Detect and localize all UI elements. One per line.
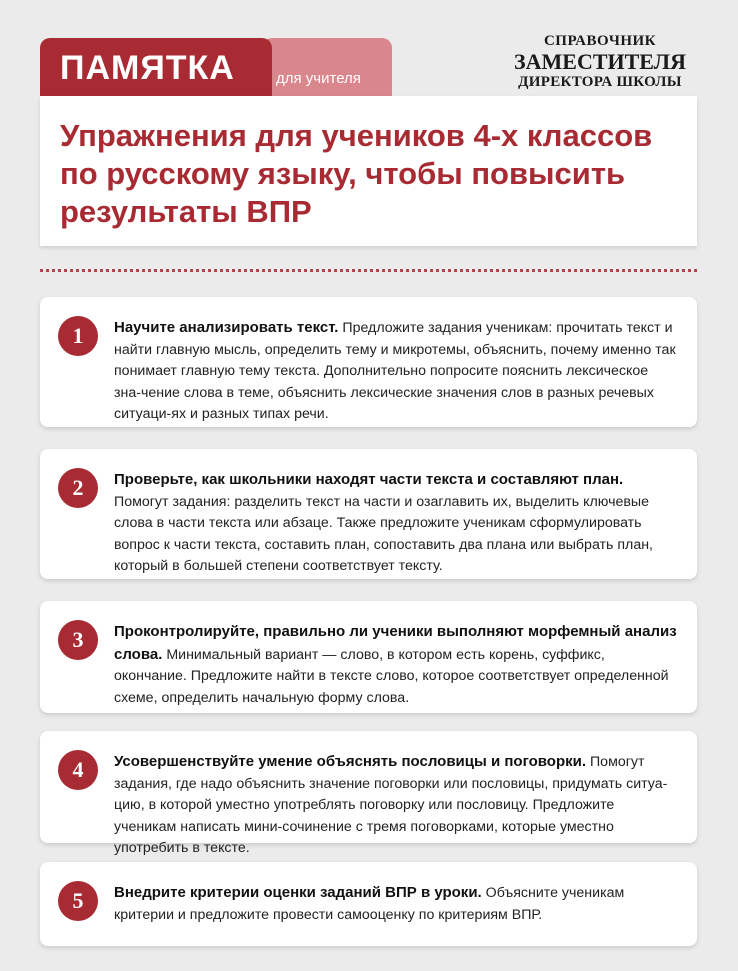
tip-body: Минимальный вариант — слово, в котором есть корень, суффикс, окончание. Предложите найти в тексте слово, которое соответствует определенной схеме, определить начальную форму слова.	[114, 646, 669, 706]
memo-tab	[40, 38, 272, 98]
tip-heading: Проконтролируйте, правильно ли ученики выполняют морфемный анализ слова.	[114, 623, 677, 663]
tip-text	[114, 621, 679, 709]
tip-heading: Проверьте, как школьники находят части текста и составляют план.	[114, 471, 624, 488]
tip-heading: Научите анализировать текст.	[114, 319, 339, 336]
tip-card-4	[40, 731, 697, 856]
brand-line-2: ЗАМЕСТИТЕЛЯ	[514, 49, 686, 74]
tip-text	[114, 882, 679, 926]
tip-text	[114, 317, 679, 426]
subtitle-tab-label: для учителя	[276, 70, 361, 87]
tip-card-2	[40, 449, 697, 579]
tip-body: Объясните ученикам критерии и предложите провести самооценку по критериям ВПР.	[114, 885, 625, 923]
number-badge: 2	[58, 468, 98, 508]
brand-line-3: ДИРЕКТОРА ШКОЛЫ	[518, 74, 682, 90]
tip-heading: Усовершенствуйте умение объяснять пословицы и поговорки.	[114, 753, 587, 770]
number-badge: 3	[58, 620, 98, 660]
tip-heading: Внедрите критерии оценки заданий ВПР в уроки.	[114, 884, 482, 901]
dotted-divider	[40, 269, 697, 272]
number-badge: 5	[58, 881, 98, 921]
memo-tab-label: ПАМЯТКА	[60, 49, 235, 87]
publication-logo	[500, 34, 700, 90]
title-box	[40, 96, 697, 246]
tip-text	[114, 469, 679, 578]
tip-body: Предложите задания ученикам: прочитать текст и найти главную мысль, определить тему и микротемы, объяснить, почему именно так понимает главную тему текста. Дополнительно попросите пояснить лексическое зна-чение слова в теме, объяснить лексические значения слов в разных речевых ситуаци-ях и разных типах речи.	[114, 320, 676, 422]
tip-card-1	[40, 297, 697, 427]
tip-body: Помогут задания: разделить текст на части и озаглавить их, выделить ключевые слова в части текста или абзаце. Также предложите ученикам сформулировать вопрос к части текста, составить план, сопоставить два плана или выбрать план, который в большей степени соответствует тексту.	[114, 493, 653, 574]
subtitle-tab	[262, 38, 392, 96]
number-badge: 4	[58, 750, 98, 790]
tip-body: Помогут задания, где надо объяснить значение поговорки или пословицы, придумать ситуа-цию, в которой уместно употреблять поговорку или пословицу. Предложите ученикам написать мини-сочинение с тремя поговорками, которые уместно употребить в тексте.	[114, 754, 668, 856]
page-title: Упражнения для учеников 4-х классов по русскому языку, чтобы повысить результаты ВПР	[60, 118, 653, 229]
tip-card-3	[40, 601, 697, 713]
brand-line-1: СПРАВОЧНИК	[543, 33, 657, 49]
tip-card-5	[40, 862, 697, 946]
tip-text	[114, 751, 679, 860]
number-badge: 1	[58, 316, 98, 356]
